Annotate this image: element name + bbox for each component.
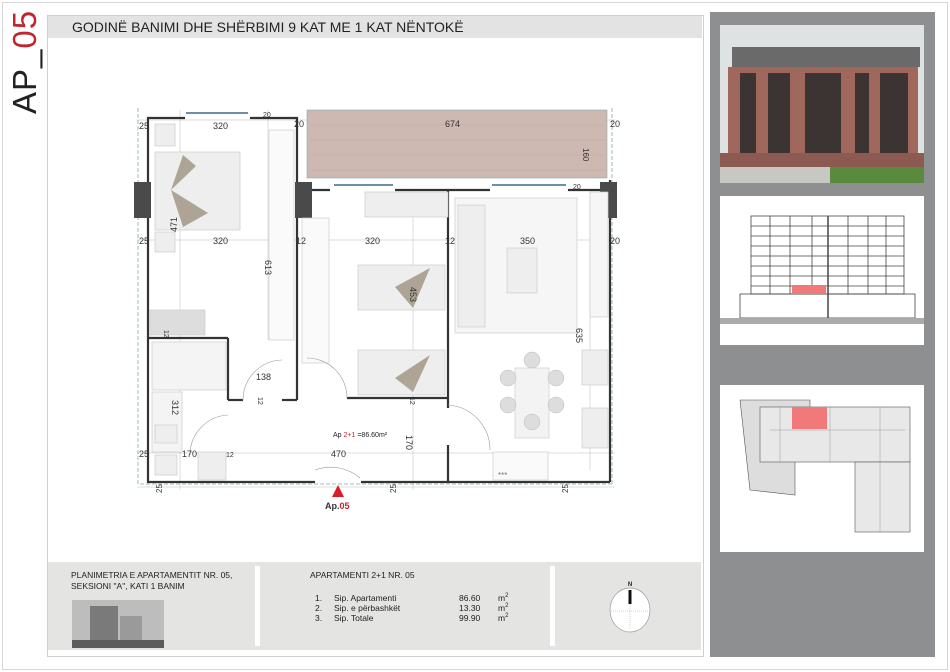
dim-label: 320 [365, 236, 381, 246]
apartment-location-highlight [792, 407, 827, 429]
dim-label: 470 [331, 449, 347, 459]
row-num: 1. [315, 593, 323, 603]
row-value: 86.60 [459, 593, 481, 603]
row-label: Sip. Totale [334, 613, 374, 623]
dim-label: 25 [561, 484, 570, 493]
dim-label: 160 [581, 148, 590, 162]
row-unit: $m^2$ [498, 603, 509, 613]
dim-label: 170 [404, 435, 414, 451]
building-photo [720, 25, 924, 183]
divider [255, 566, 260, 646]
dim-label: 613 [263, 260, 273, 276]
dim-label: 320 [213, 236, 229, 246]
apartment-highlight [792, 285, 826, 294]
dim-label: 20 [610, 236, 621, 246]
kitchen-mark: *** [498, 471, 508, 480]
divider [550, 566, 555, 646]
dim-label: 20 [294, 119, 305, 129]
row-label: Sip. e përbashkët [334, 603, 401, 613]
dim-label: 12 [226, 452, 234, 459]
row-num: 2. [315, 603, 323, 613]
dim-label: 12 [296, 236, 307, 246]
dim-label: 350 [520, 236, 536, 246]
row-label: Sip. Apartamenti [334, 593, 397, 603]
north-arrow-icon [605, 578, 655, 636]
dim-label: 25 [155, 484, 164, 493]
building-thumbnail [72, 600, 164, 648]
plan-title-line2: SEKSIONI "A", KATI 1 BANIM [71, 581, 185, 591]
dim-label: 25 [139, 449, 150, 459]
dim-label: 170 [182, 449, 198, 459]
dim-label: 312 [170, 400, 180, 416]
row-value: 99.90 [459, 613, 481, 623]
dim-label: 25 [139, 121, 150, 131]
row-unit: $m^2$ [498, 613, 509, 623]
building-elevation [720, 196, 924, 345]
dim-label: 471 [169, 216, 179, 232]
dim-label: 635 [574, 328, 584, 344]
apartment-heading: APARTAMENTI 2+1 NR. 05 [310, 570, 415, 580]
entrance-label: Ap.05 [325, 501, 350, 511]
dim-label: 20 [573, 184, 581, 191]
area-label: Ap 2+1 =86.60m² [333, 432, 388, 439]
apartment-code-number: 05 [6, 9, 43, 49]
dim-label: 20 [610, 119, 621, 129]
dim-label: 25 [389, 484, 398, 493]
dim-label: 12 [445, 236, 456, 246]
dim-label: 674 [445, 119, 461, 129]
sheet-title: GODINË BANIMI DHE SHËRBIMI 9 KAT ME 1 KAT NËNTOKË [72, 19, 464, 35]
dim-label: 320 [213, 121, 229, 131]
row-value: 13.30 [459, 603, 481, 613]
dim-label: 12 [256, 397, 263, 405]
dim-label: 138 [256, 372, 272, 382]
dim-label: 12 [408, 397, 415, 405]
dim-label: 20 [263, 112, 271, 119]
plan-title-line1: PLANIMETRIA E APARTAMENTIT NR. 05, [71, 570, 233, 580]
dim-label: 25 [139, 236, 150, 246]
site-plan [720, 385, 924, 552]
dim-label: 453 [408, 287, 418, 303]
compass-label: N [627, 582, 633, 588]
dim-label: 12 [162, 330, 169, 338]
row-unit: $m^2$ [498, 593, 509, 603]
row-num: 3. [315, 613, 323, 623]
apartment-code-prefix: AP_ [6, 48, 43, 114]
